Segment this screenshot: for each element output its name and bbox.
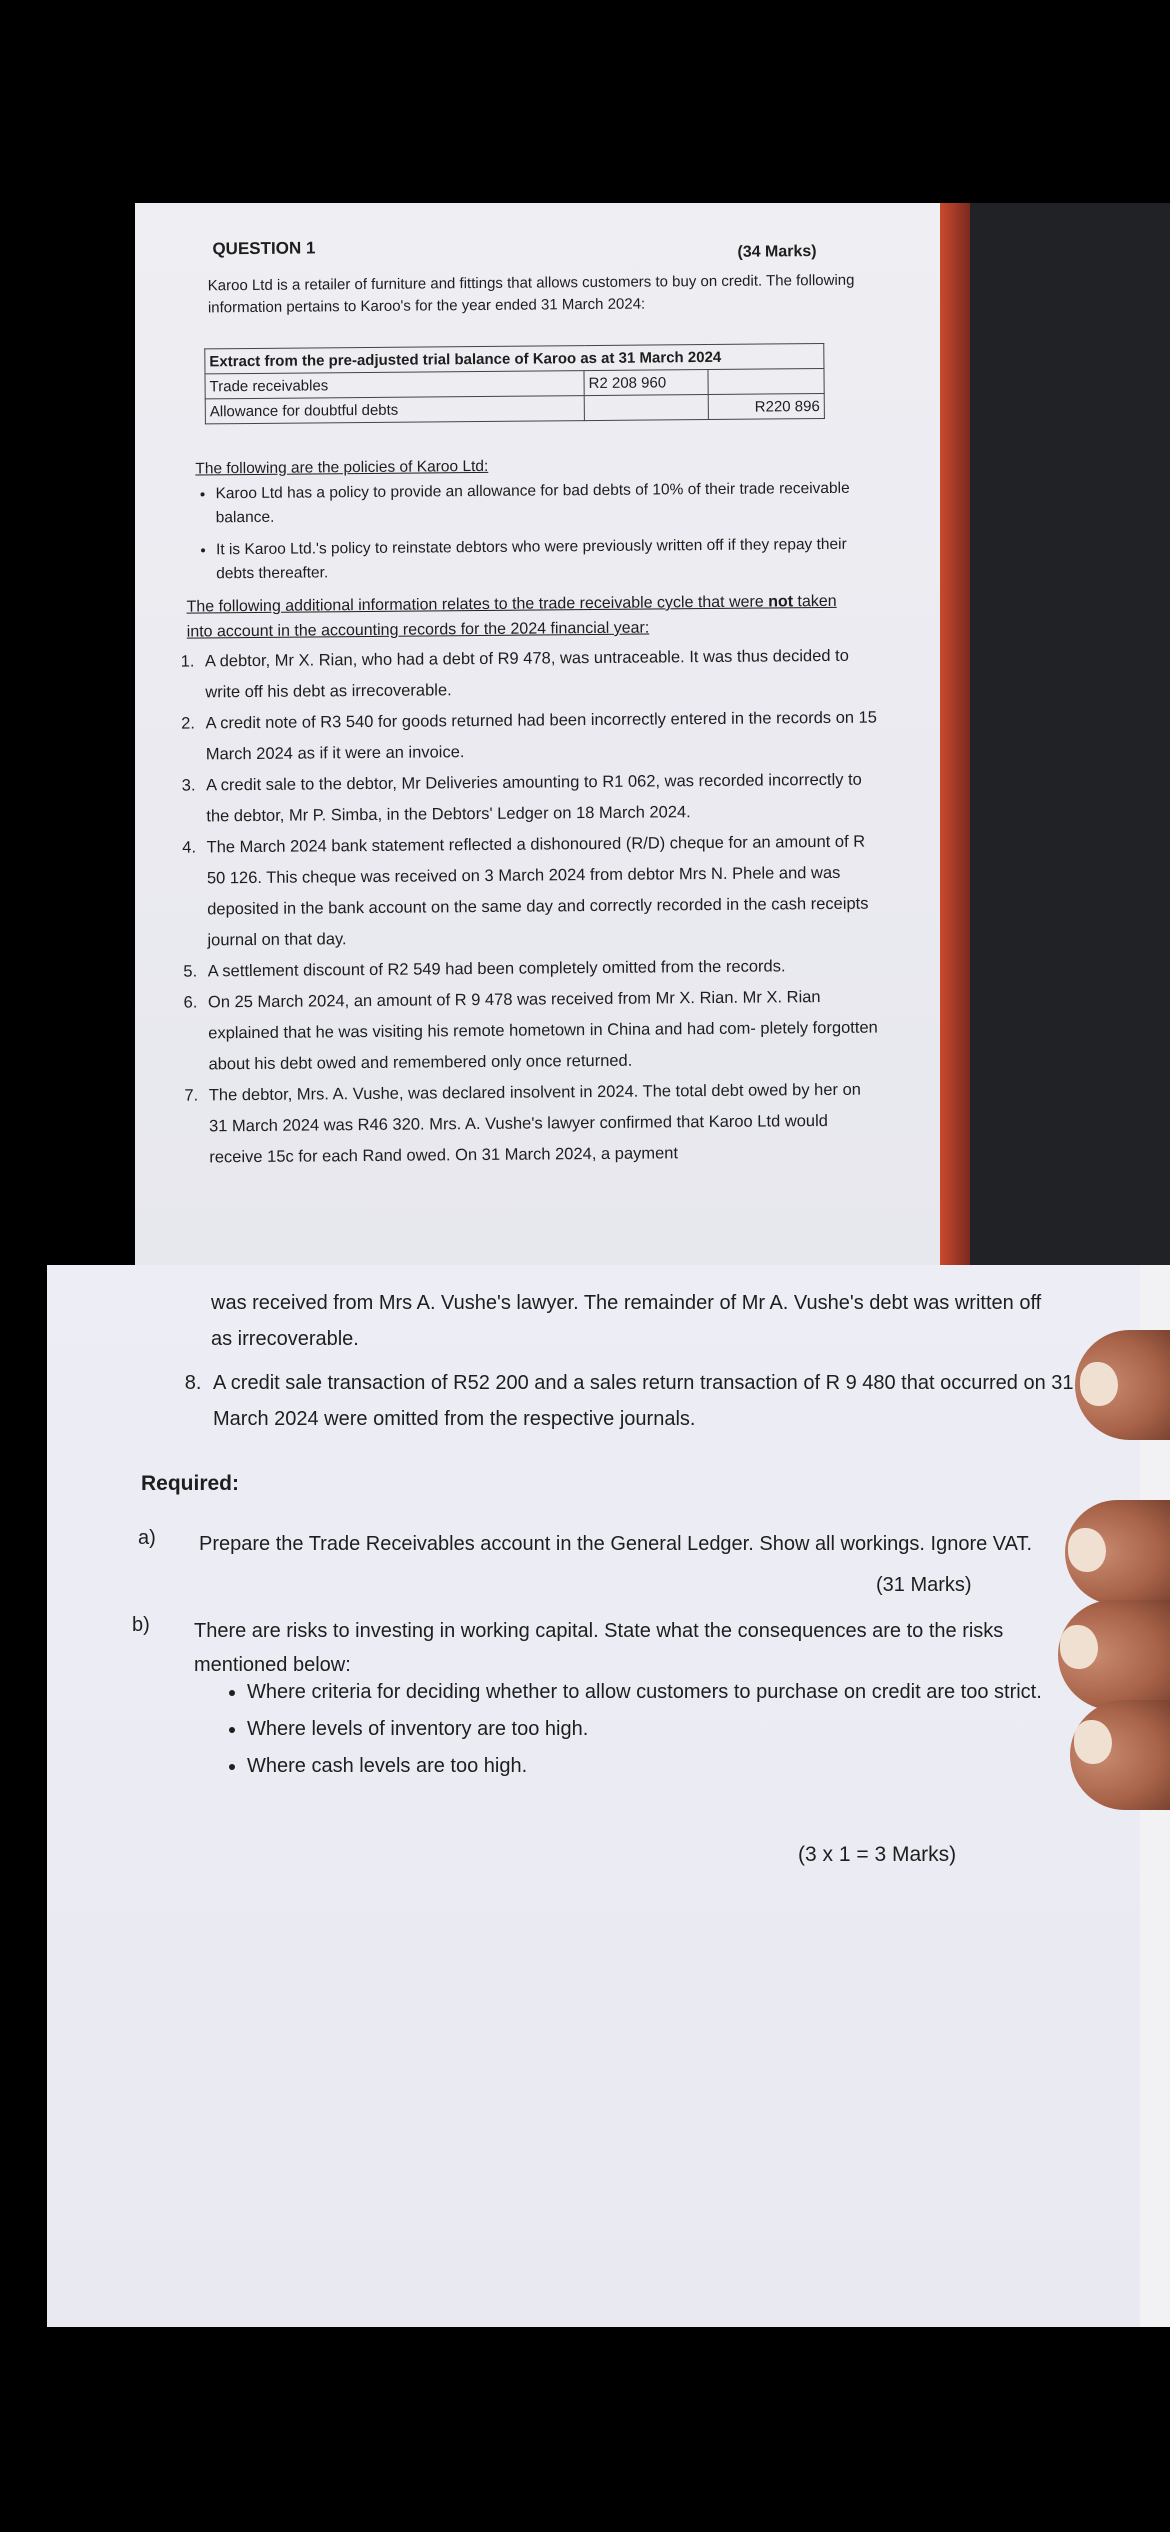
list-item: 1. A debtor, Mr X. Rian, who had a debt of R9 478, was untraceable. It was thus decided to write off his debt as irrecoverable. bbox=[199, 641, 880, 709]
fingernail-shape bbox=[1080, 1362, 1118, 1406]
list-item: 4. The March 2024 bank statement reflected a dishonoured (R/D) cheque for an amount of R 50 126. This cheque was received on 3 March 2024 from debtor Mrs N. Phele and was deposited in the bank account on the same day and correctly recorded in the cash receipts journal on that day. bbox=[200, 827, 881, 957]
list-item: • Where cash levels are too high. bbox=[247, 1749, 1067, 1783]
list-item: • Karoo Ltd has a policy to provide an allowance for bad debts of 10% of their trade receivable balance. bbox=[215, 477, 855, 531]
heading-text: taken into account in the accounting records for the 2024 financial year: bbox=[186, 592, 837, 641]
part-a-label: a) bbox=[138, 1527, 156, 1549]
table-header: Extract from the pre-adjusted trial balance of Karoo as at 31 March 2024 bbox=[205, 343, 824, 373]
row-label: Trade receivables bbox=[205, 371, 584, 399]
list-item: • Where criteria for deciding whether to allow customers to purchase on credit are too strict. bbox=[247, 1675, 1067, 1709]
fingernail-shape bbox=[1068, 1528, 1106, 1572]
list-item: • It is Karoo Ltd.'s policy to reinstate debtors who were previously written off if they repay their debts thereafter. bbox=[216, 533, 856, 587]
policies-list bbox=[185, 477, 856, 595]
list-item: 7. The debtor, Mrs. A. Vushe, was declared insolvent in 2024. The total debt owed by her on 31 March 2024 was R46 320. Mrs. A. Vushe's lawyer confirmed that Karoo Ltd would receive 15c for each Rand owed. On 31 March 2024, a payment bbox=[203, 1075, 884, 1174]
required-label: Required: bbox=[141, 1472, 240, 1495]
background-surface bbox=[970, 203, 1170, 1265]
exam-page-lower bbox=[47, 1265, 1140, 2327]
policies-heading: The following are the policies of Karoo Ltd: bbox=[195, 457, 489, 478]
fingernail-shape bbox=[1060, 1625, 1098, 1669]
additional-info-list bbox=[169, 641, 884, 1174]
heading-bold: not bbox=[768, 593, 794, 611]
item7-continuation: was received from Mrs A. Vushe's lawyer. The remainder of Mr A. Vushe's debt was written off as irrecoverable. bbox=[211, 1292, 1042, 1350]
fingernail-shape bbox=[1074, 1720, 1112, 1764]
question-marks: (34 Marks) bbox=[737, 243, 817, 261]
list-item: 6. On 25 March 2024, an amount of R 9 478 was received from Mr X. Rian. Mr X. Rian explained that he was visiting his remote hometown in China and had com- pletely forgotten about his debt owed and remembered only once returned. bbox=[202, 982, 883, 1081]
part-b-label: b) bbox=[132, 1614, 150, 1636]
row-credit: R220 896 bbox=[708, 393, 824, 419]
list-item: 3. A credit sale to the debtor, Mr Deliveries amounting to R1 062, was recorded incorrectly to the debtor, Mr P. Simba, in the Debtors' Ledger on 18 March 2024. bbox=[200, 765, 881, 833]
additional-info-list-continued bbox=[167, 1365, 1097, 1437]
list-item: 5. A settlement discount of R2 549 had been completely omitted from the records. bbox=[202, 951, 882, 988]
risks-list bbox=[217, 1675, 1067, 1786]
table-row bbox=[205, 393, 824, 423]
question-title: QUESTION 1 bbox=[212, 238, 316, 259]
list-item: 8. A credit sale transaction of R52 200 and a sales return transaction of R 9 480 that occurred on 31 March 2024 were omitted from the respective journals. bbox=[207, 1365, 1097, 1437]
part-b-marks: (3 x 1 = 3 Marks) bbox=[798, 1843, 957, 1866]
list-item: 2. A credit note of R3 540 for goods returned had been incorrectly entered in the records on 15 March 2024 as if it were an invoice. bbox=[199, 703, 880, 771]
exam-page-upper bbox=[135, 203, 970, 1265]
intro-paragraph: Karoo Ltd is a retailer of furniture and fittings that allows customers to buy on credit. The following information pertains to Karoo's for the year ended 31 March 2024: bbox=[207, 271, 855, 317]
part-a-marks: (31 Marks) bbox=[876, 1574, 972, 1596]
heading-text: The following additional information relates to the trade receivable cycle that were bbox=[186, 593, 769, 616]
row-label: Allowance for doubtful debts bbox=[205, 396, 584, 424]
binder-edge bbox=[940, 203, 970, 1265]
additional-info-heading bbox=[186, 589, 846, 645]
trial-balance-table bbox=[204, 343, 825, 424]
row-debit bbox=[584, 395, 708, 421]
list-item: • Where levels of inventory are too high. bbox=[247, 1712, 1067, 1746]
part-a-text: Prepare the Trade Receivables account in the General Ledger. Show all workings. Ignore VAT. bbox=[199, 1533, 1033, 1555]
part-b-text: There are risks to investing in working capital. State what the consequences are to the risks mentioned below: bbox=[194, 1620, 1004, 1676]
row-credit bbox=[708, 368, 824, 394]
row-debit: R2 208 960 bbox=[584, 370, 708, 396]
